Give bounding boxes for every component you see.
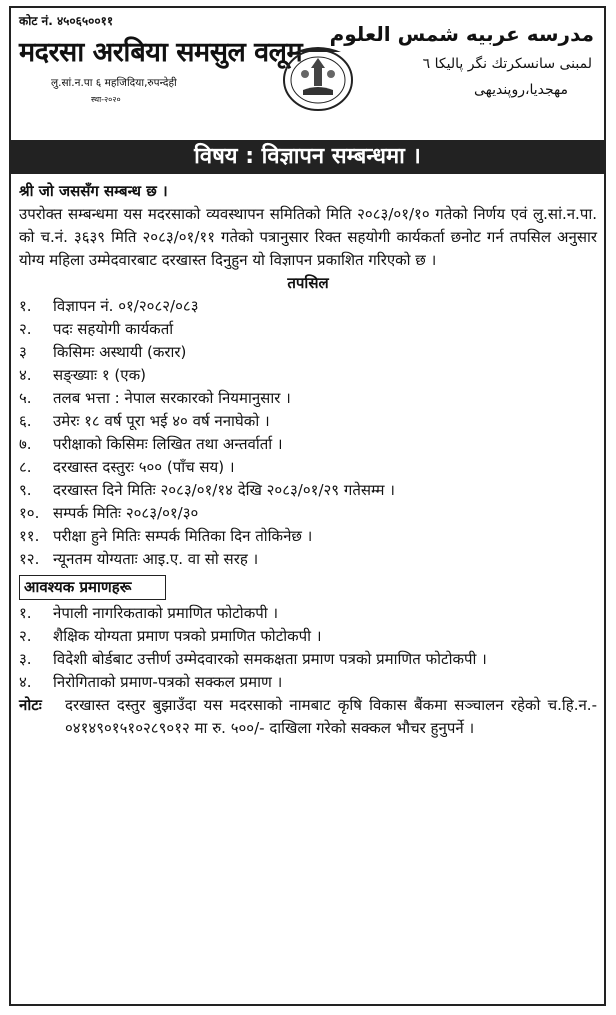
detail-item	[19, 525, 597, 548]
note-label: नोटः	[19, 696, 42, 714]
detail-item-number: ६.	[19, 412, 32, 430]
institution-name-arabic: مدرسه عربيه شمس العلوم	[329, 22, 594, 46]
madrasa-logo-icon	[281, 40, 355, 114]
address-arabic-line1: لمبنی سانسکرتك نگر پالیکا ٦	[422, 56, 592, 72]
code-number: कोट नं. ४५०६५००११	[19, 14, 114, 28]
greeting: श्री जो जससँग सम्बन्ध छ ।	[19, 182, 168, 200]
detail-item-number: ८.	[19, 458, 32, 476]
doc-item	[19, 671, 597, 694]
detail-item-number: ३	[19, 343, 27, 361]
details-heading: तपसिल	[287, 274, 329, 292]
detail-item	[19, 295, 597, 318]
detail-item-text: किसिमः अस्थायी (करार)	[53, 343, 187, 361]
letterhead	[11, 8, 604, 140]
doc-item-number: ४.	[19, 673, 32, 691]
docs-list	[19, 602, 597, 694]
detail-item-number: ४.	[19, 366, 32, 384]
detail-item-text: दरखास्त दस्तुरः ५०० (पाँच सय) ।	[53, 458, 235, 476]
doc-item-text: विदेशी बोर्डबाट उत्तीर्ण उम्मेदवारको समकक्षता प्रमाण पत्रको प्रमाणित फोटोकपी ।	[53, 650, 487, 668]
detail-item	[19, 502, 597, 525]
doc-item-number: ३.	[19, 650, 32, 668]
notice-frame	[9, 6, 606, 1006]
detail-item-number: १२.	[19, 550, 40, 568]
address-nepali: लु.सां.न.पा ६ महजिदिया,रुपन्देही	[51, 77, 177, 89]
doc-item	[19, 648, 597, 671]
detail-item	[19, 364, 597, 387]
doc-item-text: निरोगिताको प्रमाण-पत्रको सक्कल प्रमाण ।	[53, 673, 283, 691]
detail-item-number: ५.	[19, 389, 32, 407]
detail-item-text: तलब भत्ता : नेपाल सरकारको नियमानुसार ।	[53, 389, 291, 407]
docs-heading: आवश्यक प्रमाणहरू	[19, 575, 166, 600]
note-text: दरखास्त दस्तुर बुझाउँदा यस मदरसाको नामबाट कृषि विकास बैंकमा सञ्चालन रहेको च.हि.न.- ०४१४९०१५१०२८९०१२ मा रु. ५००/- दाखिला गरेको सक्कल भौचर हुनुपर्ने ।	[65, 696, 597, 737]
detail-item-text: दरखास्त दिने मितिः २०८३/०१/१४ देखि २०८३/०१/२९ गतेसम्म ।	[53, 481, 395, 499]
established-year: स्था-२०२०	[91, 95, 121, 104]
detail-item	[19, 433, 597, 456]
doc-item-number: २.	[19, 627, 32, 645]
detail-item	[19, 341, 597, 364]
note	[19, 694, 597, 740]
notice-body	[19, 180, 597, 740]
doc-item-number: १.	[19, 604, 32, 622]
detail-item-text: परीक्षाको किसिमः लिखित तथा अन्तर्वार्ता ।	[53, 435, 283, 453]
detail-item	[19, 318, 597, 341]
institution-name-nepali: मदरसा अरबिया समसुल वलूम	[19, 37, 303, 68]
doc-item-text: शैक्षिक योग्यता प्रमाण पत्रको प्रमाणित फोटोकपी ।	[53, 627, 322, 645]
detail-item-number: १०.	[19, 504, 40, 522]
doc-item-text: नेपाली नागरिकताको प्रमाणित फोटोकपी ।	[53, 604, 279, 622]
detail-item-number: ९.	[19, 481, 32, 499]
subject-banner: विषय : विज्ञापन सम्बन्धमा ।	[11, 140, 604, 174]
detail-item	[19, 410, 597, 433]
doc-item	[19, 625, 597, 648]
detail-item-text: उमेरः १८ वर्ष पूरा भई ४० वर्ष ननाघेको ।	[53, 412, 270, 430]
detail-item	[19, 479, 597, 502]
doc-item	[19, 602, 597, 625]
detail-item-text: सङ्ख्याः १ (एक)	[53, 366, 146, 384]
detail-item-number: २.	[19, 320, 32, 338]
details-list	[19, 295, 597, 571]
address-arabic-line2: مهجدیا،روپندیهی	[473, 82, 568, 98]
detail-item	[19, 387, 597, 410]
detail-item-number: ७.	[19, 435, 32, 453]
detail-item-text: सम्पर्क मितिः २०८३/०१/३०	[53, 504, 199, 522]
intro-paragraph: उपरोक्त सम्बन्धमा यस मदरसाको व्यवस्थापन समितिको मिति २०८३/०१/१० गतेको निर्णय एवं लु.सां.न.पा. को च.नं. ३६३९ मिति २०८३/०१/११ गतेको पत्रानुसार रिक्त सहयोगी कार्यकर्ता छनोट गर्न तपसिल अनुसार योग्य महिला उम्मेदवारबाट दरखास्त दिनुहुन यो विज्ञापन प्रकाशित गरिएको छ ।	[19, 205, 597, 269]
detail-item-number: १.	[19, 297, 32, 315]
detail-item	[19, 456, 597, 479]
detail-item-text: विज्ञापन नं. ०१/२०८२/०८३	[53, 297, 199, 315]
detail-item-text: न्यूनतम योग्यताः आइ.ए. वा सो सरह ।	[53, 550, 259, 568]
detail-item-text: पदः सहयोगी कार्यकर्ता	[53, 320, 174, 338]
detail-item-number: ११.	[19, 527, 40, 545]
detail-item	[19, 548, 597, 571]
detail-item-text: परीक्षा हुने मितिः सम्पर्क मितिका दिन तोकिनेछ ।	[53, 527, 313, 545]
